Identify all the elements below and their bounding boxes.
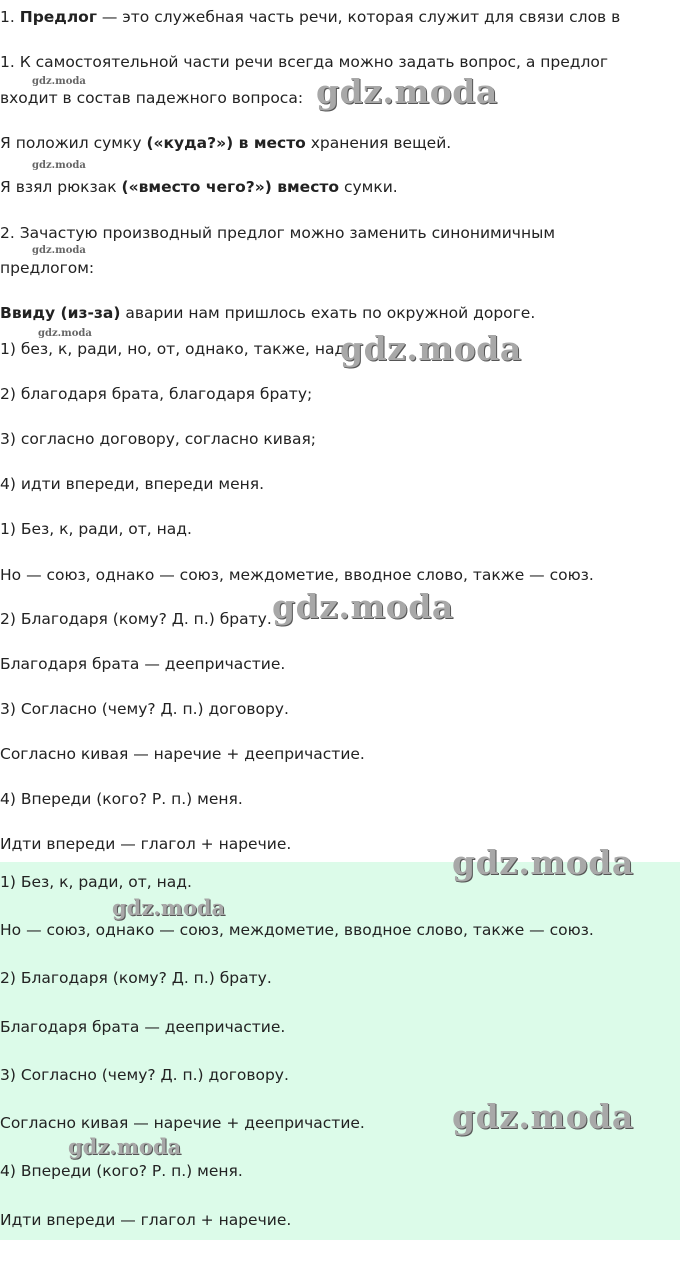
point2-line-a: 2. Зачастую производный предлог можно заменить синонимичным	[0, 224, 556, 242]
watermark: gdz.moda	[452, 1097, 634, 1136]
answer2-line-5: 3) Согласно (чему? Д. п.) договору.	[0, 1066, 289, 1084]
answer1-line-5: 3) Согласно (чему? Д. п.) договору.	[0, 700, 289, 718]
example-2-tail: сумки.	[339, 178, 398, 196]
watermark: gdz.moda	[38, 328, 92, 339]
point1-line-a: 1. К самостоятельной части речи всегда можно задать вопрос, а предлог	[0, 53, 609, 71]
definition-number: 1.	[0, 8, 20, 26]
point2-line-b: предлогом:	[0, 259, 95, 277]
watermark: gdz.moda	[32, 76, 86, 87]
watermark: gdz.moda	[32, 160, 86, 171]
answer1-line-3: 2) Благодаря (кому? Д. п.) брату.	[0, 610, 272, 628]
answer1-line-6: Согласно кивая — наречие + деепричастие.	[0, 745, 365, 763]
answer2-line-1: 1) Без, к, ради, от, над.	[0, 873, 192, 891]
answer2-line-4: Благодаря брата — деепричастие.	[0, 1018, 286, 1036]
answer2-line-8: Идти впереди — глагол + наречие.	[0, 1211, 292, 1229]
task-item-1: 1) без, к, ради, но, от, однако, также, над;	[0, 340, 351, 358]
answer1-line-8: Идти впереди — глагол + наречие.	[0, 835, 292, 853]
task-item-4: 4) идти впереди, впереди меня.	[0, 475, 264, 493]
answer-box	[0, 862, 680, 1240]
example-1-bold: («куда?») в место	[146, 134, 306, 152]
watermark: gdz.moda	[452, 843, 634, 882]
watermark: gdz.moda	[112, 895, 226, 920]
example-1-tail: хранения вещей.	[305, 134, 452, 152]
definition-line	[0, 7, 620, 27]
answer1-line-1: 1) Без, к, ради, от, над.	[0, 520, 192, 538]
answer2-line-2: Но — союз, однако — союз, междометие, вводное слово, также — союз.	[0, 921, 594, 939]
example-3	[0, 303, 535, 323]
watermark: gdz.moda	[32, 245, 86, 256]
watermark: gdz.moda	[272, 587, 454, 626]
answer1-line-4: Благодаря брата — деепричастие.	[0, 655, 286, 673]
answer1-line-2: Но — союз, однако — союз, междометие, вводное слово, также — союз.	[0, 566, 594, 584]
example-3-text: аварии нам пришлось ехать по окружной дороге.	[120, 304, 536, 322]
watermark: gdz.moda	[340, 329, 522, 368]
example-2	[0, 177, 398, 197]
watermark: gdz.moda	[68, 1134, 182, 1159]
watermark: gdz.moda	[316, 72, 498, 111]
example-3-bold: Ввиду (из-за)	[0, 304, 121, 322]
definition-text: — это служебная часть речи, которая служит для связи слов в	[96, 8, 621, 26]
point1-line-b: входит в состав падежного вопроса:	[0, 89, 304, 107]
answer2-line-6: Согласно кивая — наречие + деепричастие.	[0, 1114, 365, 1132]
example-2-bold: («вместо чего?») вместо	[121, 178, 340, 196]
task-item-2: 2) благодаря брата, благодаря брату;	[0, 385, 313, 403]
answer2-line-7: 4) Впереди (кого? Р. п.) меня.	[0, 1162, 243, 1180]
example-1	[0, 133, 451, 153]
answer1-line-7: 4) Впереди (кого? Р. п.) меня.	[0, 790, 243, 808]
definition-term: Предлог	[19, 8, 97, 26]
answer2-line-3: 2) Благодаря (кому? Д. п.) брату.	[0, 969, 272, 987]
example-1-text: Я положил сумку	[0, 134, 147, 152]
example-2-text: Я взял рюкзак	[0, 178, 122, 196]
task-item-3: 3) согласно договору, согласно кивая;	[0, 430, 317, 448]
